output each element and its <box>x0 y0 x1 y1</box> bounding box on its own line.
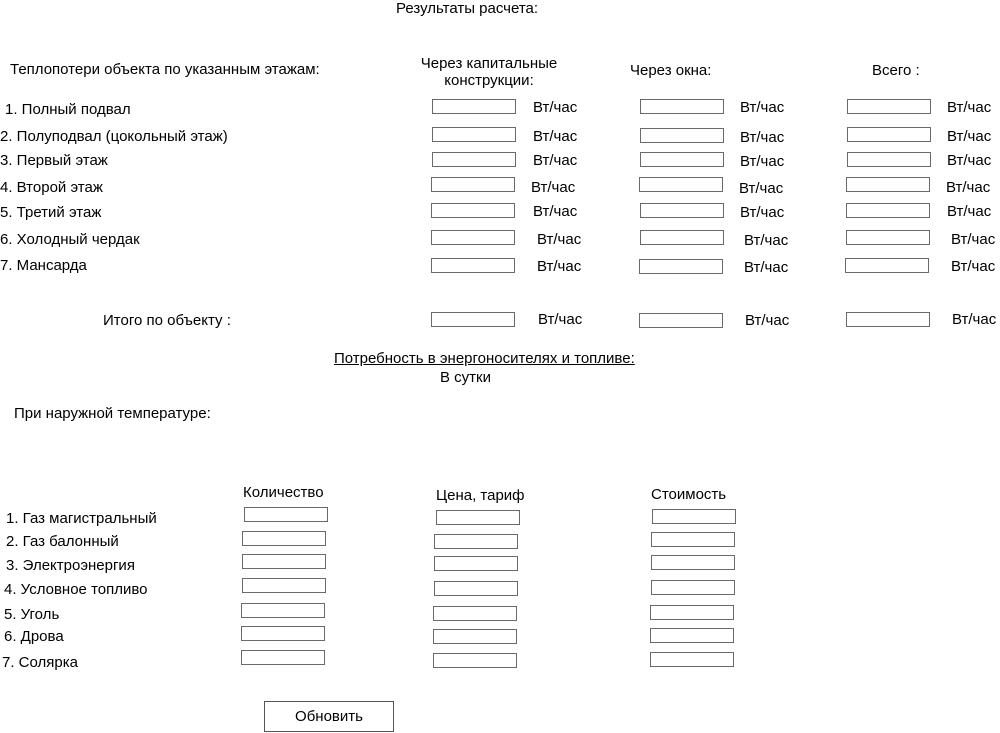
unit-label: Вт/час <box>740 204 785 221</box>
unit-label: Вт/час <box>947 152 992 169</box>
cost-input[interactable] <box>652 509 736 524</box>
heat-row-label: 5. Третий этаж <box>0 204 102 221</box>
heat-row-label: 6. Холодный чердак <box>0 231 140 248</box>
heat-windows-input[interactable] <box>640 99 724 114</box>
unit-label: Вт/час <box>740 153 785 170</box>
energy-row-label: 2. Газ балонный <box>6 533 119 550</box>
page-title: Результаты расчета: <box>396 0 539 17</box>
heat-windows-input[interactable] <box>640 203 724 218</box>
cost-input[interactable] <box>651 555 735 570</box>
energy-section-title: Потребность в энергоносителях и топливе: <box>334 350 635 367</box>
heat-windows-input[interactable] <box>640 230 724 245</box>
unit-label: Вт/час <box>951 258 996 275</box>
heat-structures-input[interactable] <box>432 127 516 142</box>
heat-row-label: 7. Мансарда <box>0 257 87 274</box>
heat-section-label: Теплопотери объекта по указанным этажам: <box>10 61 320 78</box>
cost-input[interactable] <box>650 652 734 667</box>
price-input[interactable] <box>434 534 518 549</box>
unit-label: Вт/час <box>538 311 583 328</box>
quantity-input[interactable] <box>242 578 326 593</box>
totals-label: Итого по объекту : <box>103 312 231 329</box>
unit-label: Вт/час <box>533 203 578 220</box>
unit-label: Вт/час <box>537 258 582 275</box>
unit-label: Вт/час <box>533 128 578 145</box>
temperature-label: При наружной температуре: <box>14 405 211 422</box>
quantity-input[interactable] <box>242 554 326 569</box>
quantity-input[interactable] <box>241 626 325 641</box>
cost-input[interactable] <box>650 628 734 643</box>
heat-structures-input[interactable] <box>431 258 515 273</box>
cost-input[interactable] <box>650 605 734 620</box>
energy-row-label: 6. Дрова <box>4 628 64 645</box>
heat-structures-input[interactable] <box>432 99 516 114</box>
unit-label: Вт/час <box>745 312 790 329</box>
heat-structures-input[interactable] <box>431 203 515 218</box>
heat-row-label: 1. Полный подвал <box>5 101 131 118</box>
unit-label: Вт/час <box>531 179 576 196</box>
col-header-cost: Стоимость <box>651 486 727 503</box>
col-header-windows: Через окна: <box>630 62 712 79</box>
unit-label: Вт/час <box>744 259 789 276</box>
col-header-structures-line2: конструкции: <box>444 72 534 89</box>
col-header-structures-line1: Через капитальные <box>420 55 558 72</box>
total-windows-input[interactable] <box>639 313 723 328</box>
heat-structures-input[interactable] <box>431 230 515 245</box>
unit-label: Вт/час <box>951 231 996 248</box>
heat-total-input[interactable] <box>847 99 931 114</box>
unit-label: Вт/час <box>533 152 578 169</box>
quantity-input[interactable] <box>244 507 328 522</box>
heat-total-input[interactable] <box>846 203 930 218</box>
unit-label: Вт/час <box>947 203 992 220</box>
col-header-price: Цена, тариф <box>436 487 525 504</box>
heat-windows-input[interactable] <box>640 152 724 167</box>
heat-total-input[interactable] <box>847 127 931 142</box>
unit-label: Вт/час <box>537 231 582 248</box>
col-header-total: Всего : <box>872 62 920 79</box>
total-total-input[interactable] <box>846 312 930 327</box>
unit-label: Вт/час <box>952 311 997 328</box>
price-input[interactable] <box>433 629 517 644</box>
heat-structures-input[interactable] <box>431 177 515 192</box>
unit-label: Вт/час <box>740 99 785 116</box>
heat-windows-input[interactable] <box>639 177 723 192</box>
energy-row-label: 3. Электроэнергия <box>6 557 135 574</box>
total-structures-input[interactable] <box>431 312 515 327</box>
energy-section-subtitle: В сутки <box>440 369 491 386</box>
unit-label: Вт/час <box>744 232 789 249</box>
heat-total-input[interactable] <box>846 177 930 192</box>
quantity-input[interactable] <box>241 650 325 665</box>
price-input[interactable] <box>433 606 517 621</box>
energy-row-label: 7. Солярка <box>2 654 78 671</box>
heat-windows-input[interactable] <box>640 128 724 143</box>
refresh-button[interactable]: Обновить <box>264 701 394 732</box>
price-input[interactable] <box>433 653 517 668</box>
unit-label: Вт/час <box>947 128 992 145</box>
cost-input[interactable] <box>651 580 735 595</box>
heat-total-input[interactable] <box>846 230 930 245</box>
heat-row-label: 3. Первый этаж <box>0 152 108 169</box>
heat-row-label: 2. Полуподвал (цокольный этаж) <box>0 128 228 145</box>
unit-label: Вт/час <box>740 129 785 146</box>
unit-label: Вт/час <box>533 99 578 116</box>
energy-row-label: 1. Газ магистральный <box>6 510 157 527</box>
price-input[interactable] <box>434 581 518 596</box>
col-header-quantity: Количество <box>243 484 324 501</box>
quantity-input[interactable] <box>241 603 325 618</box>
price-input[interactable] <box>436 510 520 525</box>
energy-row-label: 5. Уголь <box>4 606 60 623</box>
unit-label: Вт/час <box>946 179 991 196</box>
heat-total-input[interactable] <box>847 152 931 167</box>
heat-windows-input[interactable] <box>639 259 723 274</box>
price-input[interactable] <box>434 556 518 571</box>
col-header-structures <box>410 55 568 89</box>
cost-input[interactable] <box>651 532 735 547</box>
heat-row-label: 4. Второй этаж <box>0 179 103 196</box>
energy-row-label: 4. Условное топливо <box>4 581 148 598</box>
quantity-input[interactable] <box>242 531 326 546</box>
heat-total-input[interactable] <box>845 258 929 273</box>
unit-label: Вт/час <box>739 180 784 197</box>
unit-label: Вт/час <box>947 99 992 116</box>
heat-structures-input[interactable] <box>432 152 516 167</box>
